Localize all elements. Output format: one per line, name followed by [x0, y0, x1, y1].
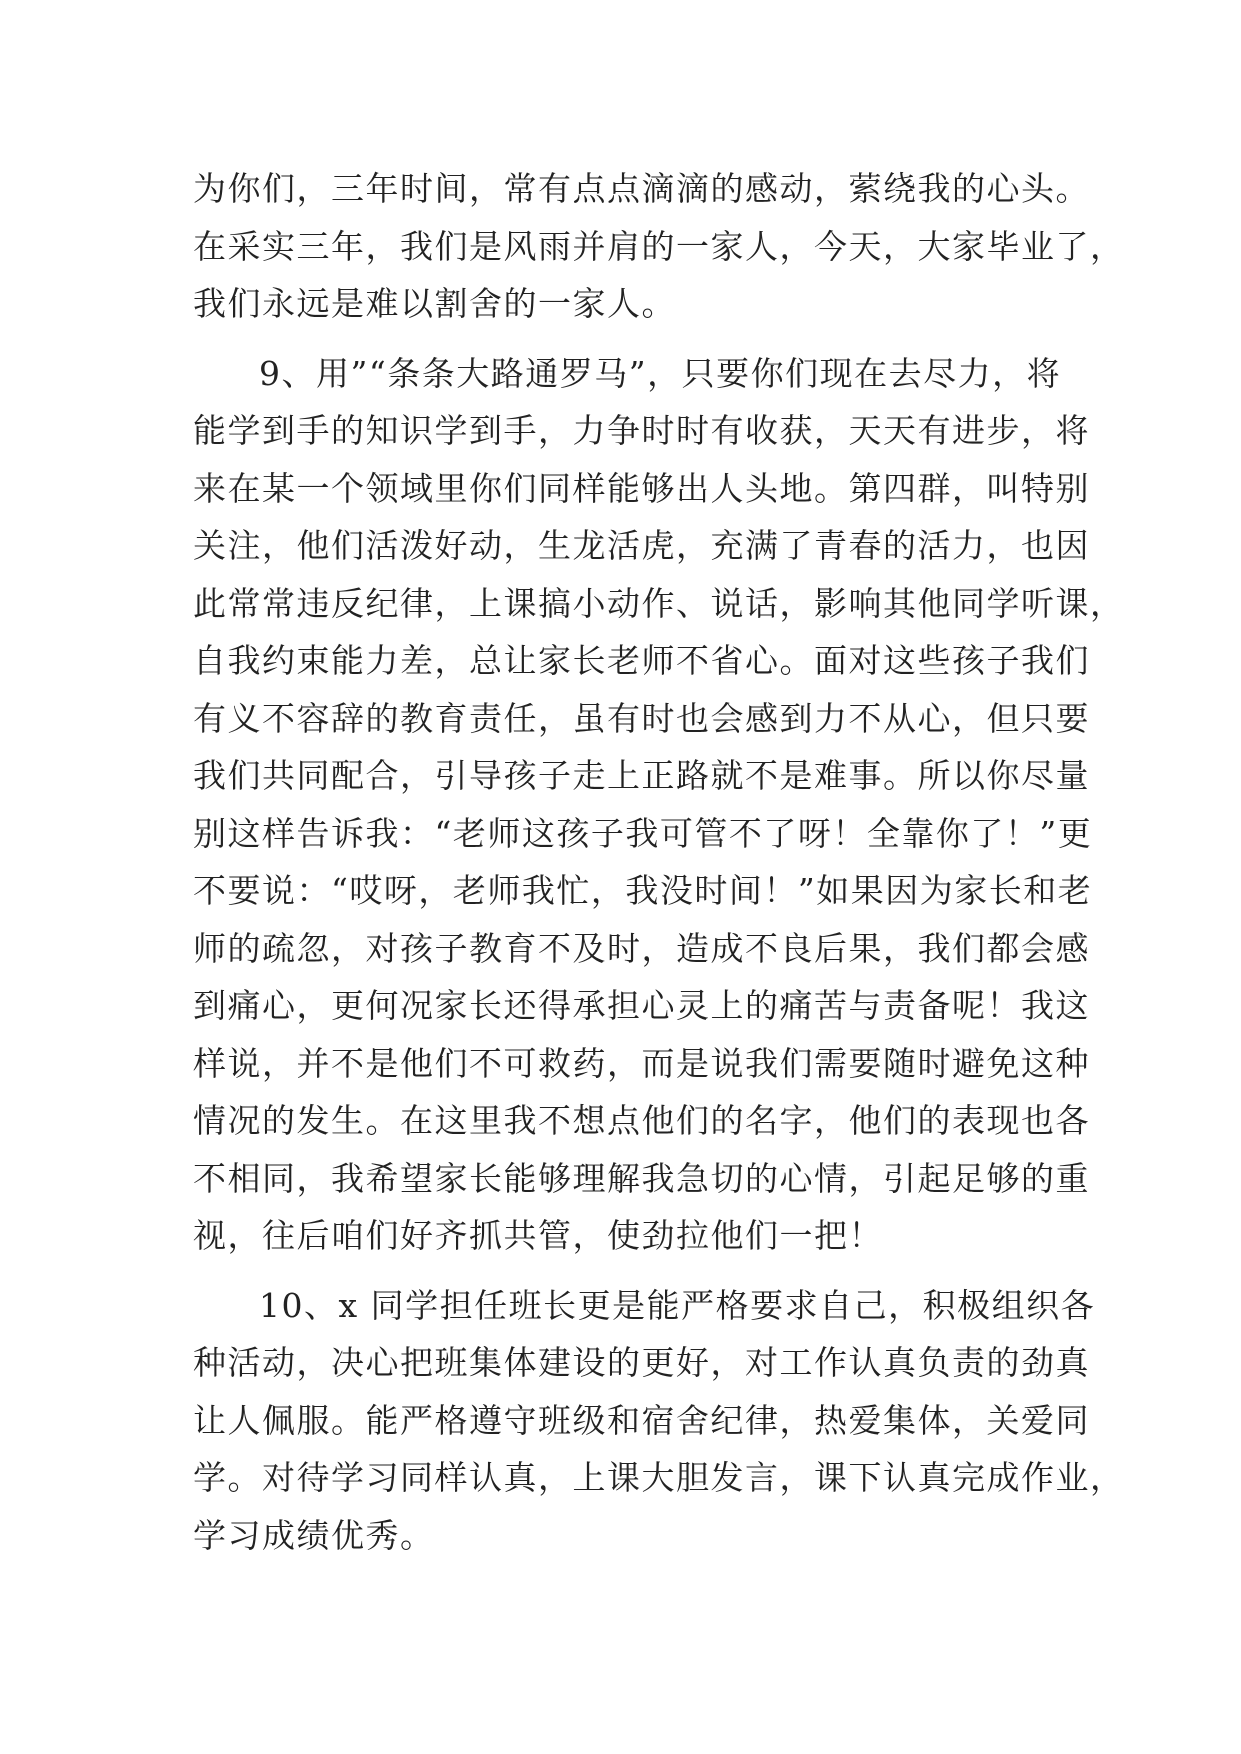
- text-line: 让人佩服。能严格遵守班级和宿舍纪律，热爱集体，关爱同: [193, 1400, 1090, 1440]
- text-line: 关注，他们活泼好动，生龙活虎，充满了青春的活力，也因: [193, 526, 1090, 565]
- text-line: 视，往后咱们好齐抓共管，使劲拉他们一把！: [193, 1216, 883, 1255]
- text-line: 样说，并不是他们不可救药，而是说我们需要随时避免这种: [193, 1043, 1090, 1083]
- text-line: 自我约束能力差，总让家长老师不省心。面对这些孩子我们: [193, 641, 1090, 680]
- text-line: 我们永远是难以割舍的一家人。: [193, 284, 676, 323]
- text-line: 我们共同配合，引导孩子走上正路就不是难事。所以你尽量: [193, 756, 1090, 795]
- text-line: 10、x 同学担任班长更是能严格要求自己，积极组织各: [259, 1285, 1096, 1325]
- text-line: 来在某一个领域里你们同样能够出人头地。第四群，叫特别: [193, 468, 1090, 508]
- paragraph: [193, 160, 1125, 333]
- text-line: 到痛心，更何况家长还得承担心灵上的痛苦与责备呢！我这: [193, 986, 1090, 1025]
- text-line: 师的疏忽，对孩子教育不及时，造成不良后果，我们都会感: [193, 928, 1090, 968]
- text-line: 9、用”“条条大路通罗马”，只要你们现在去尽力，将: [259, 353, 1062, 393]
- text-line: 不相同，我希望家长能够理解我急切的心情，引起足够的重: [193, 1158, 1090, 1198]
- text-line: 种活动，决心把班集体建设的更好，对工作认真负责的劲真: [193, 1343, 1090, 1382]
- text-line: 有义不容辞的教育责任，虽有时也会感到力不从心，但只要: [193, 698, 1090, 738]
- paragraph: [193, 1277, 1125, 1565]
- text-line: 此常常违反纪律，上课搞小动作、说话，影响其他同学听课，: [193, 583, 1125, 623]
- text-line: 不要说：“哎呀，老师我忙，我没时间！”如果因为家长和老: [193, 871, 1093, 910]
- text-line: 能学到手的知识学到手，力争时时有收获，天天有进步，将: [193, 411, 1090, 450]
- text-line: 学习成绩优秀。: [193, 1515, 435, 1555]
- text-line: 为你们，三年时间，常有点点滴滴的感动，萦绕我的心头。: [193, 169, 1090, 208]
- document-body: [193, 160, 1125, 1564]
- text-line: 别这样告诉我：“老师这孩子我可管不了呀！全靠你了！”更: [193, 813, 1093, 853]
- paragraph: [193, 345, 1125, 1265]
- text-line: 学。对待学习同样认真，上课大胆发言，课下认真完成作业，: [193, 1458, 1125, 1497]
- text-line: 在采实三年，我们是风雨并肩的一家人，今天，大家毕业了，: [193, 226, 1125, 266]
- text-line: 情况的发生。在这里我不想点他们的名字，他们的表现也各: [193, 1101, 1090, 1140]
